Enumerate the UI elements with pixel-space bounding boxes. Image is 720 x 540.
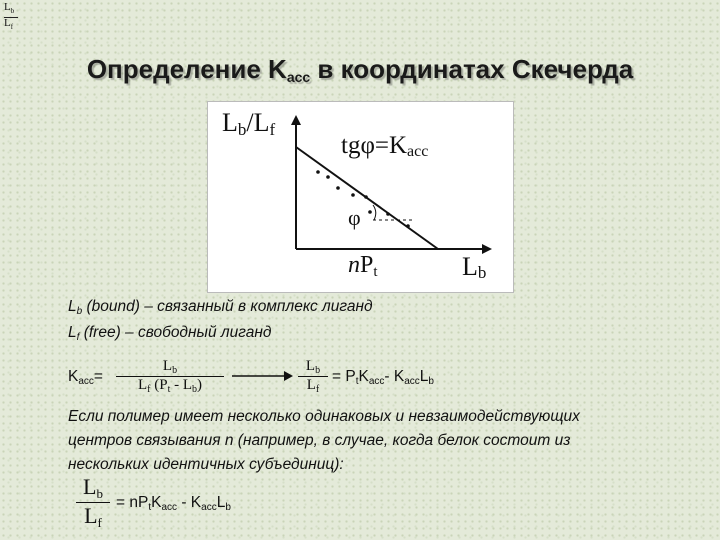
frac1-den-close: ) [197,377,203,393]
title-part2: в координатах Скечерда [310,54,634,84]
frac3-num-sub: b [96,486,103,501]
frac2-den-sub: f [315,384,320,395]
x-label-n: n [348,252,360,278]
slide-title [0,54,720,85]
slope-formula [341,132,428,161]
data-point [336,186,340,190]
lf-definition [68,324,271,343]
frac3-num: L [83,474,97,499]
rhs1-b: K [358,368,369,385]
kacc-eq: = [93,368,103,385]
title-part1: Определение K [86,54,287,84]
lf-desc: (free) – свободный лиганд [79,324,272,341]
lb-desc: (bound) – связанный в комплекс лиганд [82,298,373,315]
frac3-den-sub: f [97,515,102,530]
rhs1-sub2: acc [368,376,385,387]
kacc-lhs [68,368,103,387]
formula-main: tgφ=K [341,132,408,159]
x-axis-end-label [462,252,486,283]
x-end-sub: b [477,263,487,282]
rhs2-sub1: t [148,502,152,513]
corner-num-sub: b [10,7,15,15]
fraction-2 [298,358,328,395]
x-end-main: L [462,252,478,281]
rhs1-sub4: b [428,376,434,387]
paragraph-line-2: центров связывания n (например, в случае, когда белок состоит из [68,432,571,449]
formula-sub: acc [407,143,429,160]
frac1-den-l: L [137,377,148,393]
data-point [351,193,355,197]
x-label-main: P [360,252,374,278]
frac2-num-sub: b [315,365,321,376]
data-point [406,224,410,228]
x-axis-label [348,252,378,281]
rhs2-c: - K [177,494,202,511]
angle-arc [373,205,376,220]
y-label-slash: /L [246,108,270,137]
y-axis-label [222,108,275,140]
kacc-k: K [68,368,79,385]
frac1-num-sub: b [172,365,178,376]
fraction-3 [76,474,110,531]
paragraph-line-3: нескольких идентичных субъединиц): [68,456,344,473]
rhs2-b: K [151,494,162,511]
y-label-sub: b [237,120,247,139]
rhs2-sub2: acc [161,502,178,513]
angle-label: φ [348,205,361,230]
frac1-num: L [162,358,173,374]
title-sub: acc [286,69,311,85]
frac1-den-sub3: b [192,384,198,395]
frac3-den: L [84,503,98,528]
paragraph-line-1: Если полимер имеет несколько одинаковых и невзаимодействующих [68,408,580,425]
lf-sub: f [76,332,80,343]
rhs1-sub1: t [355,376,359,387]
rhs-equation-2 [116,494,231,513]
frac2-num: L [305,358,316,374]
data-point [386,212,390,216]
corner-fraction [4,2,18,33]
data-point [368,210,372,214]
rhs1-sub3: acc [404,376,420,387]
rhs2-a: = nP [116,494,149,511]
frac1-den-sub2: t [167,384,171,395]
frac1-den-end: - L [170,377,193,393]
frac1-den-sub: f [147,384,151,395]
lb-sub: b [76,306,83,317]
lb-main: L [68,298,77,315]
data-point [316,170,320,174]
frac1-den-mid: (P [150,377,168,393]
rhs2-sub3: acc [201,502,217,513]
lf-main: L [68,324,77,341]
rhs1-c: - K [384,368,405,385]
frac2-den: L [306,377,316,393]
rhs-equation-1 [332,368,434,387]
kacc-sub: acc [78,376,94,387]
data-point [364,195,368,199]
data-point [326,175,330,179]
scatchard-plot [207,101,514,293]
rhs2-d: L [216,494,226,511]
x-label-sub: t [373,264,378,280]
y-label-sub2: f [269,120,276,139]
fraction-1 [116,358,224,395]
rhs1-a: = P [332,368,356,385]
rhs2-sub4: b [225,502,231,513]
corner-den: L [4,17,11,29]
lb-definition [68,298,373,317]
corner-den-sub: f [10,23,14,31]
y-label-main: L [222,108,238,137]
corner-num: L [4,1,11,13]
rhs1-d: L [419,368,429,385]
implies-arrow [232,370,294,382]
